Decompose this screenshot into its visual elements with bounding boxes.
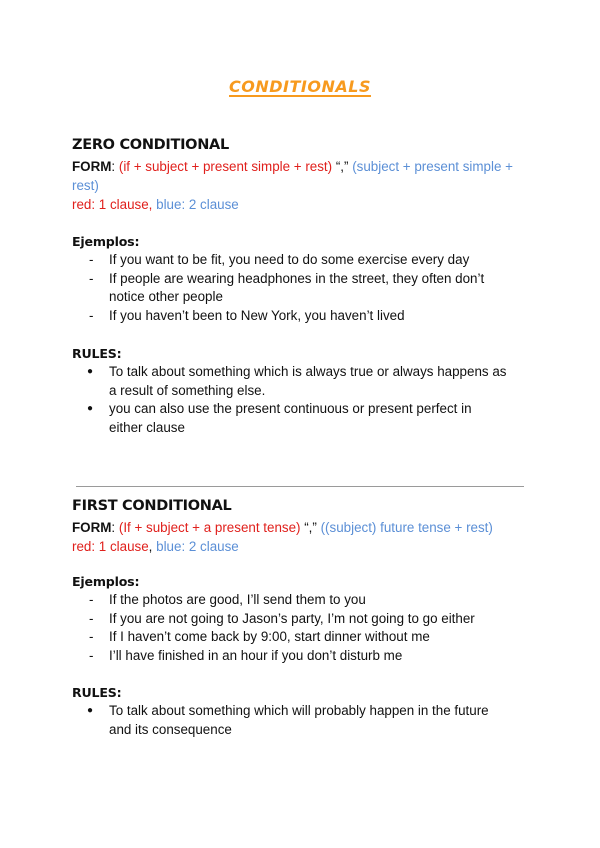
- list-item: - If you haven’t been to New York, you haven’t lived: [72, 307, 532, 326]
- list-item: ● you can also use the present continuous or present perfect in either clause: [72, 400, 532, 437]
- list-item: - If people are wearing headphones in the street, they often don’t notice other people: [72, 270, 532, 307]
- first-form-first-clause: (If + subject + a present tense): [115, 520, 305, 535]
- zero-examples-label: Ejemplos:: [72, 234, 140, 249]
- zero-legend-red: red: 1 clause: [72, 197, 149, 212]
- first-legend-comma: ,: [148, 539, 157, 554]
- first-legend-red: red: 1 clause: [72, 539, 149, 554]
- zero-examples-list: [72, 251, 532, 325]
- zero-color-legend: [72, 195, 532, 214]
- zero-conditional-section: [72, 136, 532, 437]
- first-heading: FIRST CONDITIONAL: [72, 498, 232, 514]
- first-form-label: FORM: [72, 520, 112, 535]
- list-item: - If you are not going to Jason’s party, I’m not going to go either: [72, 610, 532, 629]
- first-rules-list: [72, 702, 532, 739]
- first-form-colon: :: [111, 520, 116, 535]
- list-item: - I’ll have finished in an hour if you don’t disturb me: [72, 647, 532, 666]
- zero-rules-label: RULES:: [72, 346, 122, 361]
- first-conditional-section: [72, 497, 532, 739]
- list-item: ● To talk about something which is always true or always happens as a result of something else.: [72, 363, 532, 400]
- first-color-legend: [72, 537, 532, 556]
- list-item: - If you want to be fit, you need to do some exercise every day: [72, 251, 532, 270]
- first-examples-label: Ejemplos:: [72, 574, 140, 589]
- first-rules-label: RULES:: [72, 685, 122, 700]
- zero-form-colon: :: [111, 159, 116, 174]
- zero-rules-list: [72, 363, 532, 437]
- zero-legend-blue: blue: 2 clause: [156, 197, 239, 212]
- zero-form-separator: “,”: [335, 159, 349, 174]
- list-item: - If I haven’t come back by 9:00, start dinner without me: [72, 628, 532, 647]
- first-form-separator: “,”: [304, 520, 317, 535]
- first-form-second-clause: ((subject) future tense + rest): [316, 520, 493, 535]
- first-legend-blue: blue: 2 clause: [156, 539, 239, 554]
- zero-legend-comma: ,: [148, 197, 157, 212]
- zero-form-second-clause: (subject + present simple + rest): [72, 159, 513, 193]
- list-item: ● To talk about something which will probably happen in the future and its consequence: [72, 702, 532, 739]
- section-divider: [76, 486, 524, 487]
- first-form-line: [72, 518, 532, 537]
- zero-form-label: FORM: [72, 159, 112, 174]
- zero-form-first-clause: (if + subject + present simple + rest): [115, 159, 336, 174]
- list-item: - If the photos are good, I’ll send them to you: [72, 591, 532, 610]
- first-examples-list: [72, 591, 532, 665]
- zero-form-line: [72, 157, 532, 195]
- zero-heading: ZERO CONDITIONAL: [72, 137, 229, 153]
- document-title: CONDITIONALS: [229, 77, 371, 96]
